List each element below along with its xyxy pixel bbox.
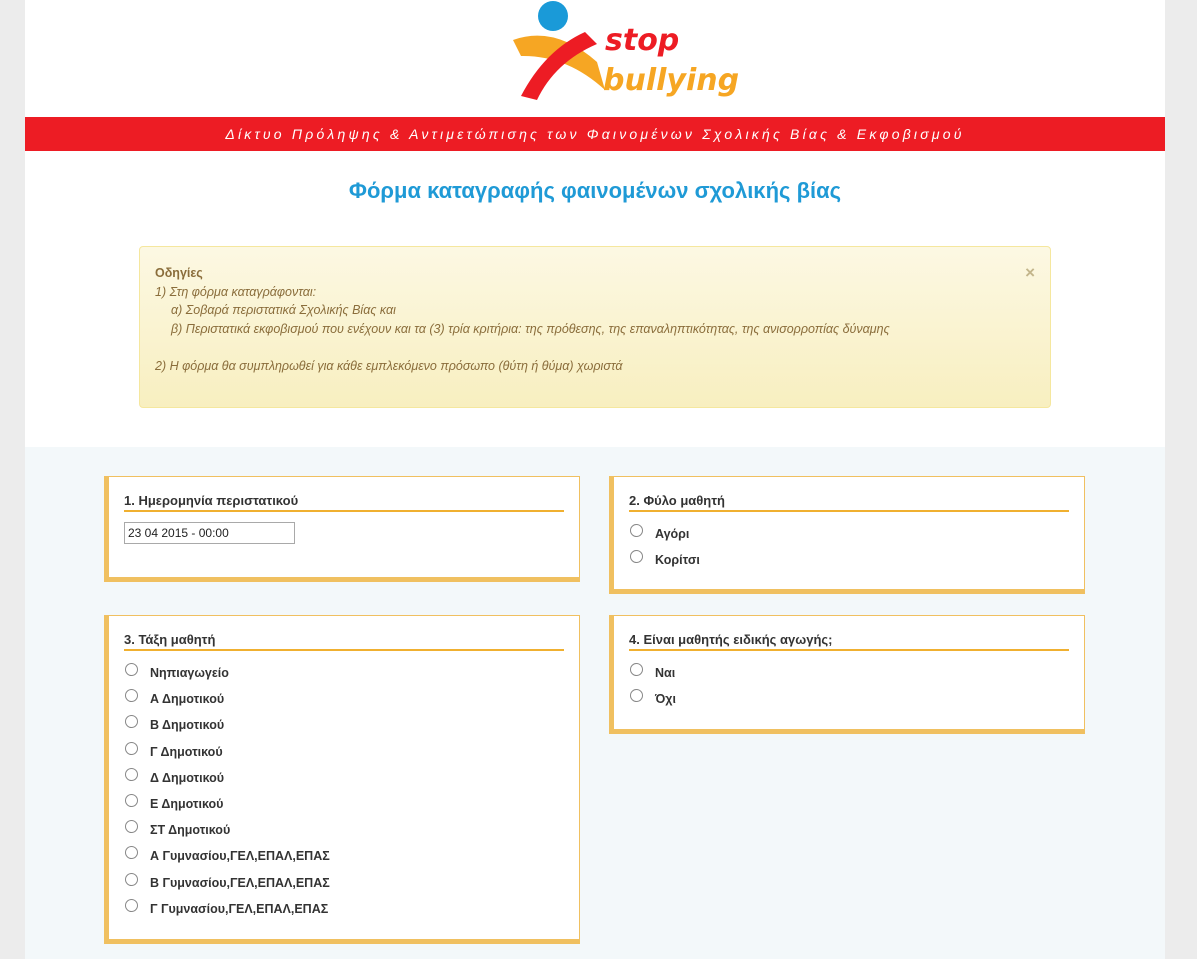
radio-option-class[interactable] [124, 742, 564, 768]
question-label: 4. Είναι μαθητής ειδικής αγωγής; [629, 632, 1069, 651]
question-card-gender [609, 476, 1085, 594]
option-label: Ναι [655, 666, 676, 680]
option-label: Ε Δημοτικού [150, 796, 224, 811]
radio-button[interactable] [630, 689, 643, 702]
question-label: 1. Ημερομηνία περιστατικού [124, 493, 564, 512]
radio-button[interactable] [125, 899, 138, 912]
option-label: Α Γυμνασίου,ΓΕΛ,ΕΠΑΛ,ΕΠΑΣ [150, 849, 330, 864]
logo-graphic [485, 0, 740, 110]
radio-option-class[interactable] [124, 899, 564, 925]
radio-button[interactable] [125, 768, 138, 781]
alert-line: 2) Η φόρμα θα συμπληρωθεί για κάθε εμπλεκόμενο πρόσωπο (θύτη ή θύμα) χωριστά [155, 358, 623, 373]
radio-option-class[interactable] [124, 873, 564, 899]
option-label: Γ Γυμνασίου,ΓΕΛ,ΕΠΑΛ,ΕΠΑΣ [150, 901, 329, 916]
radio-option-class[interactable] [124, 768, 564, 794]
radio-option-class[interactable] [124, 794, 564, 820]
radio-button[interactable] [125, 820, 138, 833]
option-label: Δ Δημοτικού [150, 770, 225, 785]
form-area [25, 447, 1165, 959]
radio-button[interactable] [125, 742, 138, 755]
radio-option-class[interactable] [124, 715, 564, 741]
radio-option-no[interactable] [629, 689, 1069, 715]
alert-heading: Οδηγίες [155, 266, 203, 280]
radio-button[interactable] [630, 550, 643, 563]
alert-line: β) Περιστατικά εκφοβισμού που ενέχουν και τα (3) τρία κριτήρια: της πρόθεσης, της επαναληπτικότητας, της ανισορροπίας δύναμης [171, 321, 890, 336]
network-banner: Δίκτυο Πρόληψης & Αντιμετώπισης των Φαινομένων Σχολικής Βίας & Εκφοβισμού [25, 117, 1165, 151]
radio-option-boy[interactable] [629, 524, 1069, 550]
question-card-class [104, 615, 580, 944]
question-card-special-education [609, 615, 1085, 734]
instructions-alert [139, 246, 1051, 408]
option-label: Αγόρι [655, 527, 690, 541]
page [25, 0, 1165, 959]
radio-button[interactable] [630, 524, 643, 537]
close-icon[interactable]: × [1025, 263, 1035, 282]
logo-word-bullying: bullying [603, 63, 740, 98]
option-label: ΣΤ Δημοτικού [150, 823, 231, 838]
radio-option-class[interactable] [124, 689, 564, 715]
option-label: Β Δημοτικού [150, 718, 225, 733]
radio-option-girl[interactable] [629, 550, 1069, 576]
radio-button[interactable] [125, 873, 138, 886]
option-label: Όχι [655, 692, 676, 707]
radio-button[interactable] [125, 794, 138, 807]
question-label: 3. Τάξη μαθητή [124, 632, 564, 651]
radio-option-class[interactable] [124, 846, 564, 872]
radio-button[interactable] [125, 689, 138, 702]
radio-option-class[interactable] [124, 663, 564, 689]
logo-word-stop: stop [605, 23, 680, 58]
alert-line: 1) Στη φόρμα καταγράφονται: [155, 284, 317, 299]
incident-date-input[interactable] [124, 522, 295, 544]
option-label: Α Δημοτικού [150, 692, 225, 707]
question-card-date [104, 476, 580, 582]
radio-button[interactable] [125, 715, 138, 728]
option-label: Β Γυμνασίου,ΓΕΛ,ΕΠΑΛ,ΕΠΑΣ [150, 875, 330, 890]
option-label: Γ Δημοτικού [150, 744, 223, 759]
radio-option-class[interactable] [124, 820, 564, 846]
page-title: Φόρμα καταγραφής φαινομένων σχολικής βίας [348, 178, 842, 203]
option-label: Νηπιαγωγείο [150, 666, 229, 680]
radio-button[interactable] [125, 663, 138, 676]
stop-bullying-logo [485, 0, 740, 110]
radio-option-yes[interactable] [629, 663, 1069, 689]
question-label: 2. Φύλο μαθητή [629, 493, 1069, 512]
alert-line: α) Σοβαρά περιστατικά Σχολικής Βίας και [171, 303, 396, 318]
option-label: Κορίτσι [655, 553, 700, 568]
radio-button[interactable] [630, 663, 643, 676]
radio-button[interactable] [125, 846, 138, 859]
